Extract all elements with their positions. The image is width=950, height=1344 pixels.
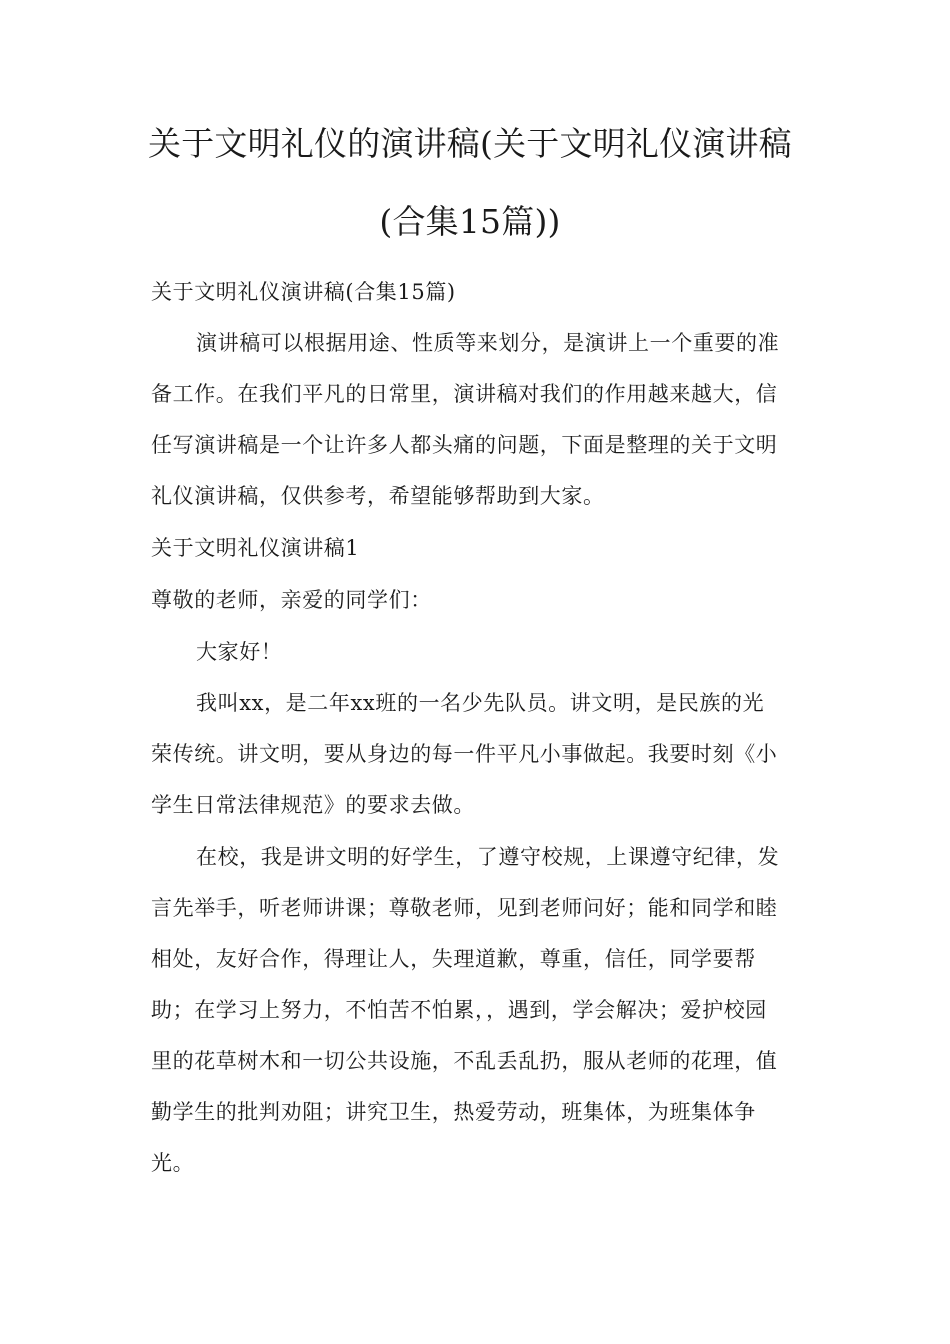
greeting-line: 大家好！ — [196, 640, 283, 664]
document-title-line-1: 关于文明礼仪的演讲稿(关于文明礼仪演讲稿 — [148, 124, 792, 163]
body-line: 备工作。在我们平凡的日常里，演讲稿对我们的作用越来越大，信 — [151, 382, 778, 406]
body-line: 我叫xx，是二年xx班的一名少先队员。讲文明，是民族的光 — [196, 691, 765, 715]
body-line: 任写演讲稿是一个让许多人都头痛的问题，下面是整理的关于文明 — [151, 433, 778, 457]
body-line: 礼仪演讲稿，仅供参考，希望能够帮助到大家。 — [151, 484, 605, 508]
document-title-line-2: (合集15篇)) — [379, 202, 561, 241]
body-line: 荣传统。讲文明，要从身边的每一件平凡小事做起。我要时刻《小 — [151, 742, 778, 766]
section-heading: 关于文明礼仪演讲稿1 — [151, 536, 360, 560]
body-line: 助；在学习上努力，不怕苦不怕累，，遇到，学会解决；爱护校园 — [151, 998, 767, 1022]
body-line: 演讲稿可以根据用途、性质等来划分，是演讲上一个重要的准 — [196, 331, 780, 355]
body-line: 里的花草树木和一切公共设施，不乱丢乱扔，服从老师的花理，值 — [151, 1049, 778, 1073]
body-line: 学生日常法律规范》的要求去做。 — [151, 793, 475, 817]
body-line: 相处，友好合作，得理让人，失理道歉，尊重，信任，同学要帮 — [151, 947, 756, 971]
body-line: 言先举手，听老师讲课；尊敬老师，见到老师问好；能和同学和睦 — [151, 896, 778, 920]
subtitle-line: 关于文明礼仪演讲稿(合集15篇) — [151, 280, 456, 304]
body-line: 在校，我是讲文明的好学生，了遵守校规，上课遵守纪律，发 — [196, 845, 780, 869]
body-line: 勤学生的批判劝阻；讲究卫生，热爱劳动，班集体，为班集体争 — [151, 1100, 756, 1124]
salutation-line: 尊敬的老师，亲爱的同学们： — [151, 588, 432, 612]
body-line: 光。 — [151, 1151, 195, 1175]
